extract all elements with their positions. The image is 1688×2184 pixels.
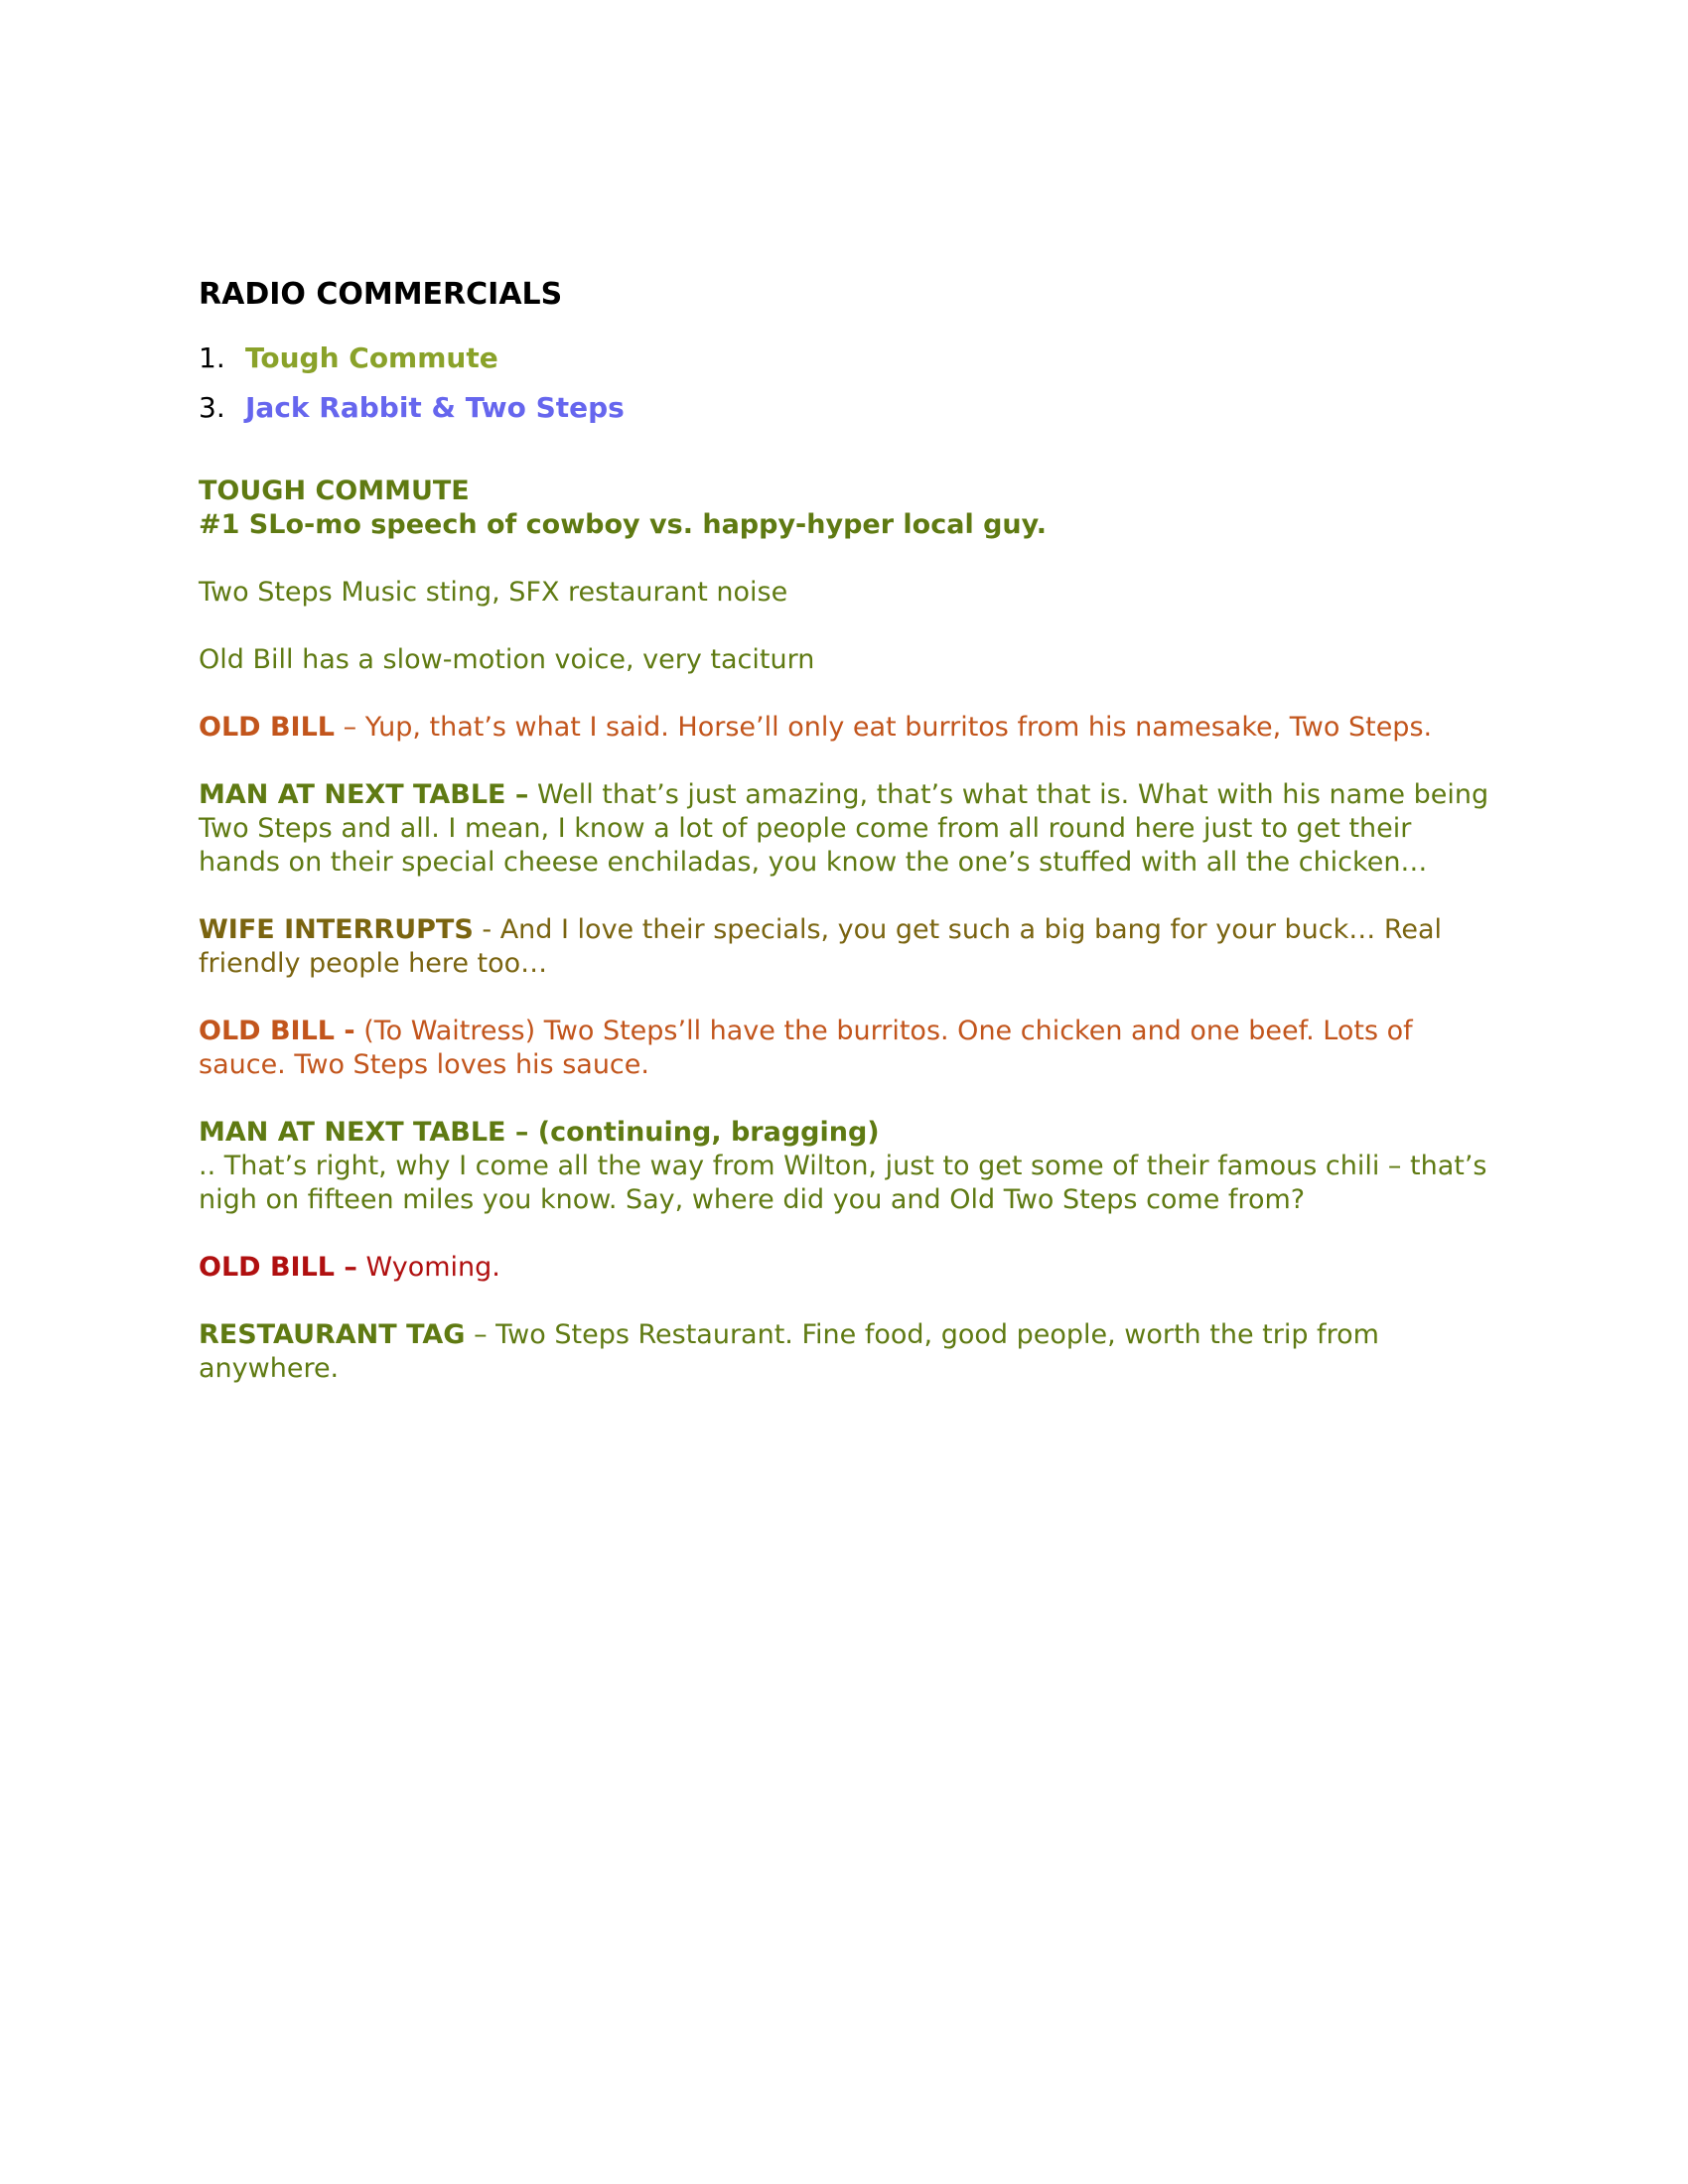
toc-number: 1. <box>199 341 225 374</box>
section-subtitle: #1 SLo-mo speech of cowboy vs. happy-hyper local guy. <box>199 509 1048 540</box>
production-note: Two Steps Music sting, SFX restaurant noise <box>199 577 788 608</box>
separator: – <box>465 1319 496 1350</box>
toc-link-tough-commute[interactable]: Tough Commute <box>245 341 498 374</box>
separator <box>528 779 537 810</box>
speaker-name: RESTAURANT TAG <box>199 1319 466 1350</box>
line-text: (To Waitress) Two Steps’ll have the burritos. One chicken and one beef. Lots of sauce. Two Steps loves his sauce. <box>199 1016 1413 1080</box>
line-text: And I love their specials, you get such a big bang for your buck… Real friendly people here too… <box>199 914 1443 979</box>
script-line <box>199 711 1489 745</box>
separator: - <box>473 914 500 945</box>
line-text: Well that’s just amazing, that’s what that is. What with his name being Two Steps and all. I mean, I know a lot of people come from all round here just to get their hands on their special cheese enchiladas, you know the one’s stuffed with all the chicken… <box>199 779 1489 878</box>
toc-number: 3. <box>199 391 225 424</box>
script-line <box>199 1015 1489 1082</box>
line-text: Two Steps Restaurant. Fine food, good people, worth the trip from anywhere. <box>199 1319 1379 1384</box>
line-text: Wyoming. <box>365 1252 500 1283</box>
separator <box>355 1016 364 1046</box>
production-note: Old Bill has a slow-motion voice, very taciturn <box>199 644 815 675</box>
speaker-name: WIFE INTERRUPTS <box>199 914 474 945</box>
toc-list <box>199 341 1489 425</box>
script-line <box>199 1318 1489 1386</box>
toc-item[interactable] <box>199 341 1489 375</box>
line-text: .. That’s right, why I come all the way from Wilton, just to get some of their famous chili – that’s nigh on fifteen miles you know. Say, where did you and Old Two Steps come from? <box>199 1151 1487 1215</box>
speaker-name: MAN AT NEXT TABLE – <box>199 779 529 810</box>
speaker-name: MAN AT NEXT TABLE – (continuing, bragging) <box>199 1117 880 1148</box>
separator <box>357 1252 366 1283</box>
document-heading: RADIO COMMERCIALS <box>199 277 563 312</box>
toc-link-jack-rabbit[interactable]: Jack Rabbit & Two Steps <box>245 391 625 424</box>
toc-item[interactable] <box>199 391 1489 425</box>
separator: – <box>335 712 365 743</box>
line-text: Yup, that’s what I said. Horse’ll only eat burritos from his namesake, Two Steps. <box>364 712 1433 743</box>
speaker-name: OLD BILL - <box>199 1016 355 1046</box>
script-line <box>199 778 1489 880</box>
script-line <box>199 913 1489 981</box>
section-title: TOUGH COMMUTE <box>199 476 470 506</box>
script-line <box>199 1251 1489 1285</box>
document-page <box>199 278 1489 1420</box>
speaker-name: OLD BILL <box>199 712 336 743</box>
script-line <box>199 1116 1489 1217</box>
speaker-name: OLD BILL – <box>199 1252 357 1283</box>
